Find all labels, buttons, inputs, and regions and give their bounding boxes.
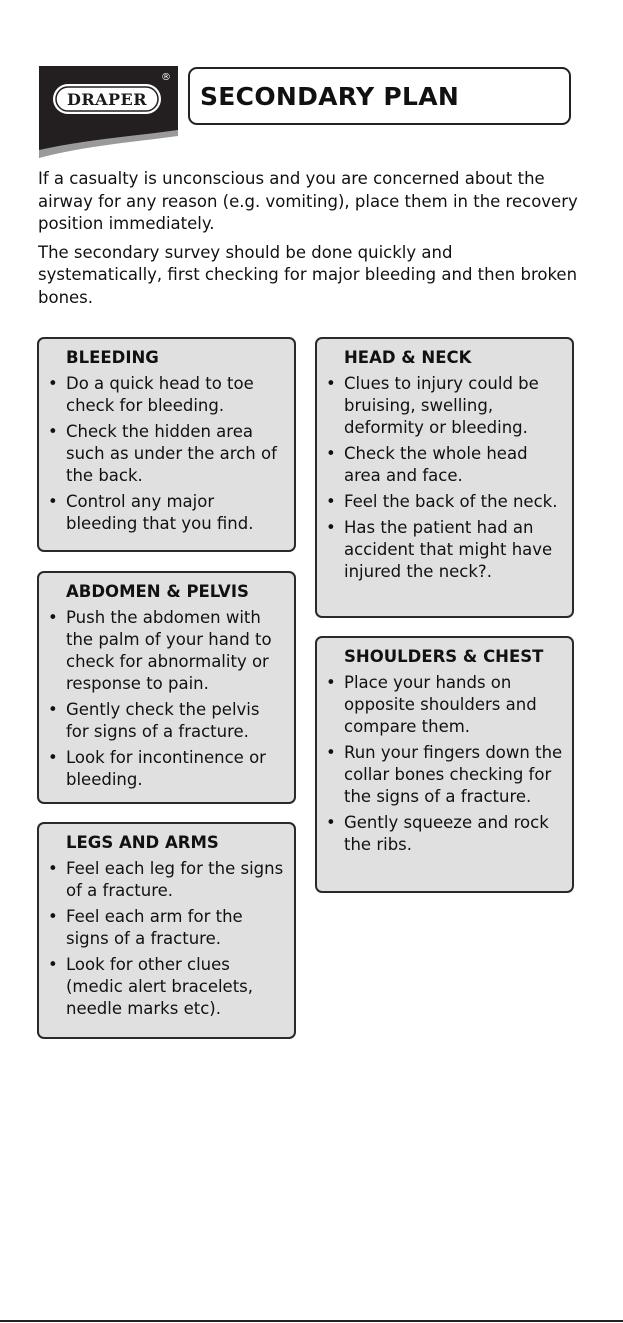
list-item: • Push the abdomen with the palm of your hand to check for abnormality or response to pain. bbox=[47, 607, 286, 695]
card-title: BLEEDING bbox=[66, 348, 159, 367]
page-title: SECONDARY PLAN bbox=[200, 81, 460, 111]
title-box bbox=[188, 67, 571, 125]
list-item: • Gently squeeze and rock the ribs. bbox=[325, 812, 564, 856]
intro-paragraph-2: The secondary survey should be done quickly and systematically, first checking for major bleeding and then broken bones. bbox=[38, 242, 578, 307]
bullet-list bbox=[325, 373, 564, 583]
bullet-list bbox=[325, 672, 564, 856]
card-title: LEGS AND ARMS bbox=[66, 833, 219, 852]
list-item: • Clues to injury could be bruising, swelling, deformity or bleeding. bbox=[325, 373, 564, 439]
list-item: • Control any major bleeding that you find. bbox=[47, 491, 286, 535]
list-item: • Run your fingers down the collar bones checking for the signs of a fracture. bbox=[325, 742, 564, 808]
card-abdomen-pelvis bbox=[37, 571, 296, 804]
list-item: • Look for other clues (medic alert bracelets, needle marks etc). bbox=[47, 954, 286, 1020]
card-head-neck bbox=[315, 337, 574, 618]
list-item: • Feel each arm for the signs of a fracture. bbox=[47, 906, 286, 950]
list-item: • Check the hidden area such as under the arch of the back. bbox=[47, 421, 286, 487]
list-item: • Check the whole head area and face. bbox=[325, 443, 564, 487]
card-legs-arms bbox=[37, 822, 296, 1039]
card-title: HEAD & NECK bbox=[344, 348, 472, 367]
card-bleeding bbox=[37, 337, 296, 552]
bullet-list bbox=[47, 858, 286, 1020]
card-title: SHOULDERS & CHEST bbox=[344, 647, 544, 666]
list-item: • Look for incontinence or bleeding. bbox=[47, 747, 286, 791]
registered-mark: ® bbox=[161, 72, 171, 83]
card-title: ABDOMEN & PELVIS bbox=[66, 582, 249, 601]
list-item: • Feel each leg for the signs of a fracture. bbox=[47, 858, 286, 902]
intro-text bbox=[38, 168, 578, 315]
list-item: • Gently check the pelvis for signs of a fracture. bbox=[47, 699, 286, 743]
list-item: • Has the patient had an accident that might have injured the neck?. bbox=[325, 517, 564, 583]
bottom-rule bbox=[0, 1320, 623, 1322]
list-item: • Place your hands on opposite shoulders and compare them. bbox=[325, 672, 564, 738]
logo-graphic bbox=[39, 66, 178, 158]
list-item: • Do a quick head to toe check for bleeding. bbox=[47, 373, 286, 417]
logo-text: DRAPER bbox=[66, 89, 148, 109]
bullet-list bbox=[47, 373, 286, 535]
card-shoulders-chest bbox=[315, 636, 574, 893]
intro-paragraph-1: If a casualty is unconscious and you are concerned about the airway for any reason (e.g. vomiting), place them in the recovery position immediately. bbox=[38, 169, 578, 233]
list-item: • Feel the back of the neck. bbox=[325, 491, 564, 513]
draper-logo bbox=[39, 66, 178, 158]
bullet-list bbox=[47, 607, 286, 791]
